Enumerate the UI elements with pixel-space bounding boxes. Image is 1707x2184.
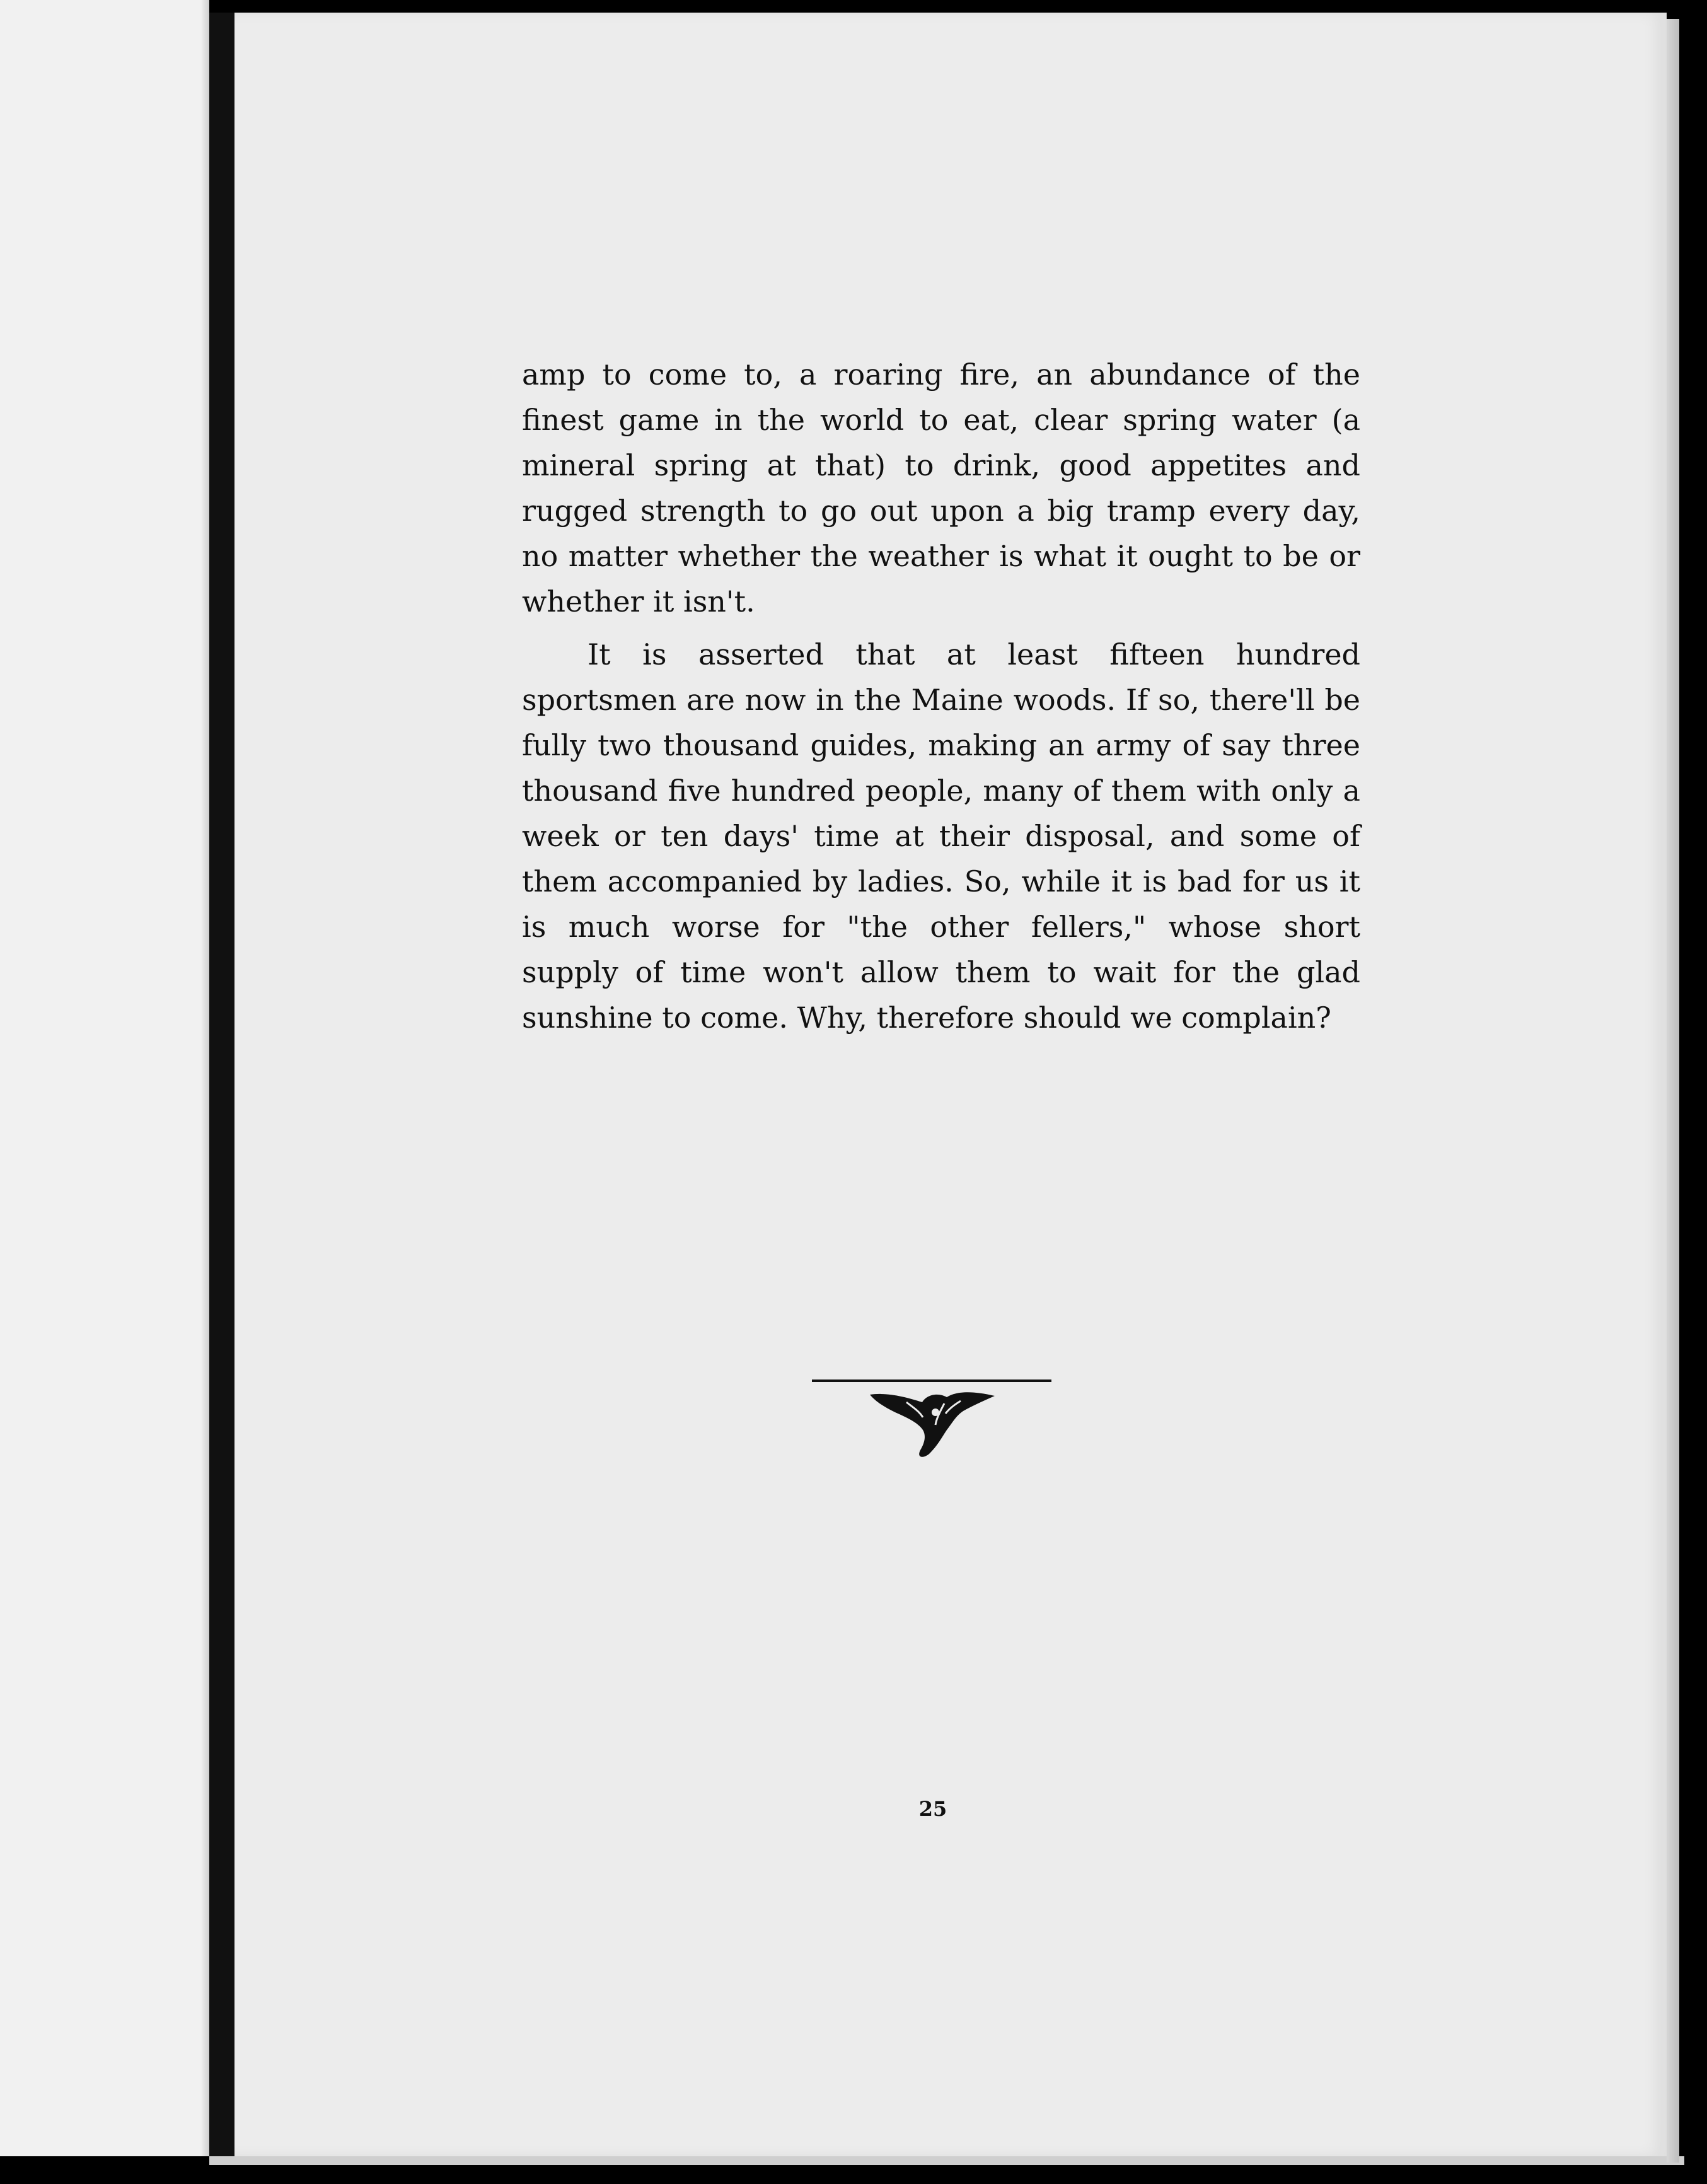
facing-page-shadow	[200, 0, 209, 2156]
book-page	[234, 13, 1667, 2156]
page-right-edge	[1667, 19, 1679, 2163]
floral-tailpiece-icon	[812, 1376, 1051, 1464]
paragraph: It is asserted that at least fifteen hundred sportsmen are now in the Maine woods. If so, there'll be fully two thousand guides, making an army of say three thousand five hundred people, many of them with only a week or ten days' time at their disposal, and some of them accompanied by ladies. So, while it is bad for us it is much worse for "the other fellers," whose short supply of time won't allow them to wait for the glad sunshine to come. Why, therefore should we complain?	[522, 637, 1360, 1035]
facing-page	[0, 0, 208, 2156]
paragraph: amp to come to, a roaring fire, an abundance of the finest game in the world to eat, clear spring water (a mineral spring at that) to drink, good appetites and rugged strength to go out upon a big tramp every day, no matter whether the weather is what it ought to be or whether it isn't.	[522, 357, 1360, 619]
page-number: 25	[918, 1797, 947, 1821]
page-bottom-edge	[209, 2156, 1684, 2165]
body-text	[522, 352, 1360, 1040]
book-gutter	[209, 13, 234, 2156]
